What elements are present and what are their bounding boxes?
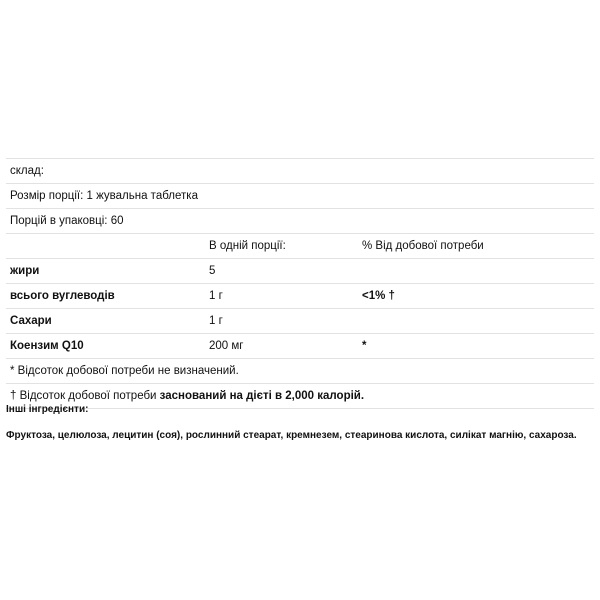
nutrient-amount: 1 г bbox=[209, 290, 223, 302]
nutrient-row-coq10 bbox=[6, 334, 594, 359]
daily-value-header: % Від добової потреби bbox=[362, 240, 484, 252]
nutrient-row-carbs bbox=[6, 284, 594, 309]
servings-per-container-row bbox=[6, 209, 594, 234]
other-ingredients-section bbox=[6, 404, 594, 441]
column-header-row bbox=[6, 234, 594, 259]
serving-size: Розмір порції: 1 жувальна таблетка bbox=[10, 190, 198, 202]
footnote-star-row bbox=[6, 359, 594, 384]
facts-header-row bbox=[6, 158, 594, 184]
supplement-facts-table bbox=[6, 158, 594, 409]
serving-size-row bbox=[6, 184, 594, 209]
other-ingredients-title: Інші інгредієнти: bbox=[6, 404, 89, 415]
nutrient-row-sugars bbox=[6, 309, 594, 334]
nutrient-amount: 200 мг bbox=[209, 340, 244, 352]
per-serving-header: В одній порції: bbox=[209, 240, 286, 252]
other-ingredients-text: Фруктоза, целюлоза, лецитин (соя), рослинний стеарат, кремнезем, стеаринова кислота, силікат магнію, сахароза. bbox=[6, 430, 577, 441]
footnote-dagger-prefix: † Відсоток добової потреби bbox=[10, 390, 160, 402]
nutrient-name: Сахари bbox=[10, 315, 52, 327]
nutrient-amount: 5 bbox=[209, 265, 216, 277]
facts-header: склад: bbox=[10, 165, 44, 177]
nutrient-name: жири bbox=[10, 265, 40, 277]
nutrient-amount: 1 г bbox=[209, 315, 223, 327]
nutrient-dv: * bbox=[362, 340, 367, 352]
nutrient-row-fat bbox=[6, 259, 594, 284]
footnote-star: * Відсоток добової потреби не визначений. bbox=[10, 365, 239, 377]
nutrient-name: всього вуглеводів bbox=[10, 290, 115, 302]
nutrient-name: Коензим Q10 bbox=[10, 340, 84, 352]
nutrient-dv: <1% † bbox=[362, 290, 395, 302]
footnote-dagger-bold: заснований на дієті в 2,000 калорій. bbox=[159, 390, 365, 402]
servings-per-container: Порцій в упаковці: 60 bbox=[10, 215, 124, 227]
